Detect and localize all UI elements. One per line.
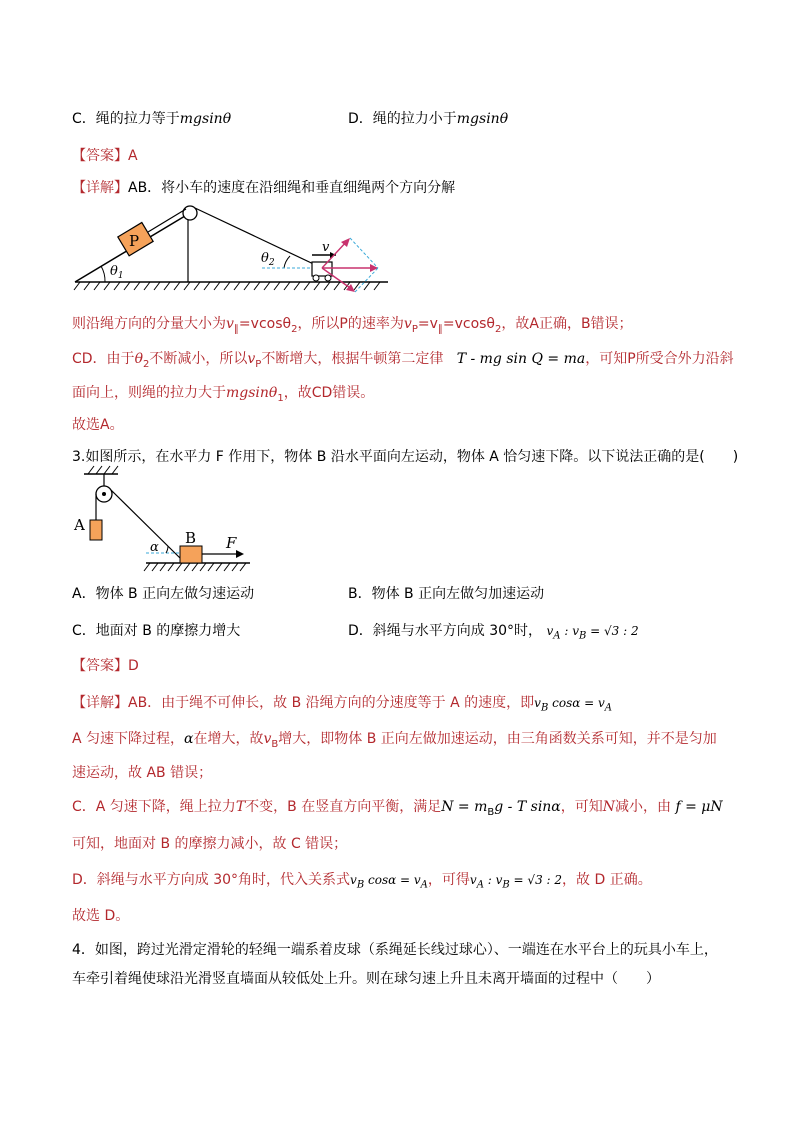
q3-conclusion: 故选 D。 [72,908,130,924]
q3-option-a: A．物体 B 正向左做匀速运动 [72,586,255,602]
force-f-label: F [226,534,237,552]
q3-stem: 3.如图所示，在水平力 F 作用下，物体 B 沿水平面向左运动，物体 A 恰匀速下降。以下说法正确的是( ) [72,449,739,465]
q3-detail-6: D．斜绳与水平方向成 30°角时，代入关系式$v_B$ $\cos\alpha = v_A$，可得$v_A$ : $v_B = √3$ : 2，故 D 正确。 [72,872,652,891]
theta1-label: $\theta_1$ [110,264,124,281]
q3-detail-2: A 匀速下降过程，α在增大，故$v_B$增大，即物体 B 正向左做加速运动，由三角函数关系可知，并不是匀加 [72,731,717,750]
q4-line-2: 车牵引着绳使球沿光滑竖直墙面从较低处上升。则在球匀速上升且未离开墙面的过程中（ ） [72,971,660,987]
q3-answer: 【答案】D [72,658,139,674]
q2-line-b: CD．由于$\theta_2$不断减小，所以$v_P$不断增大，根据牛顿第二定律 T - mg sin Q = ma，可知P所受合外力沿斜 [72,351,734,370]
block-a-label: A [74,516,85,534]
q3-detail-4: C．A 匀速下降，绳上拉力T不变，B 在竖直方向平衡，满足$N = m_Bg - T$ sinα，可知N减小，由 f = μN [72,799,723,818]
block-b-label: B [185,529,197,547]
q3-option-c: C．地面对 B 的摩擦力增大 [72,623,241,639]
q2-detail-ab: 【详解】AB．将小车的速度在沿细绳和垂直细绳两个方向分解 [72,180,456,196]
q2-line-c: 面向上，则绳的拉力大于mgsinθ$_1$，故CD错误。 [72,385,375,404]
block-p-label: P [129,232,140,250]
q2-option-d: D．绳的拉力小于mgsinθ [348,111,509,127]
q2-line-a: 则沿绳方向的分量大小为$v_\parallel=vcos\theta_2$，所以P的速率为$v_P=v_\parallel=vcos\theta_2$，故A正确，B错误； [72,316,633,335]
q2-conclusion: 故选A。 [72,417,124,433]
q4-line-1: 4．如图，跨过光滑定滑轮的轻绳一端系着皮球（系绳延长线过球心）、一端连在水平台上的玩具小车上， [72,942,718,958]
q3-option-b: B．物体 B 正向左做匀加速运动 [348,586,545,602]
v-label: v [322,240,330,255]
q3-detail-3: 速运动，故 AB 错误； [72,765,213,781]
q3-detail-5: 可知，地面对 B 的摩擦力减小，故 C 错误； [72,836,348,852]
q3-option-d: D．斜绳与水平方向成 30°时， $v_A$ : $v_B = √3$ : 2 [348,623,639,642]
q2-option-c: C．绳的拉力等于mgsinθ [72,111,232,127]
theta2-label: $\theta_2$ [261,251,275,268]
q3-detail-1: 【详解】AB．由于绳不可伸长，故 B 沿绳方向的分速度等于 A 的速度，即$v_B$ $\cos\alpha = v_A$ [72,695,613,714]
alpha-label: α [150,540,159,555]
block-b [180,546,202,563]
block-a [90,520,102,540]
q2-answer: 【答案】A [72,148,138,164]
